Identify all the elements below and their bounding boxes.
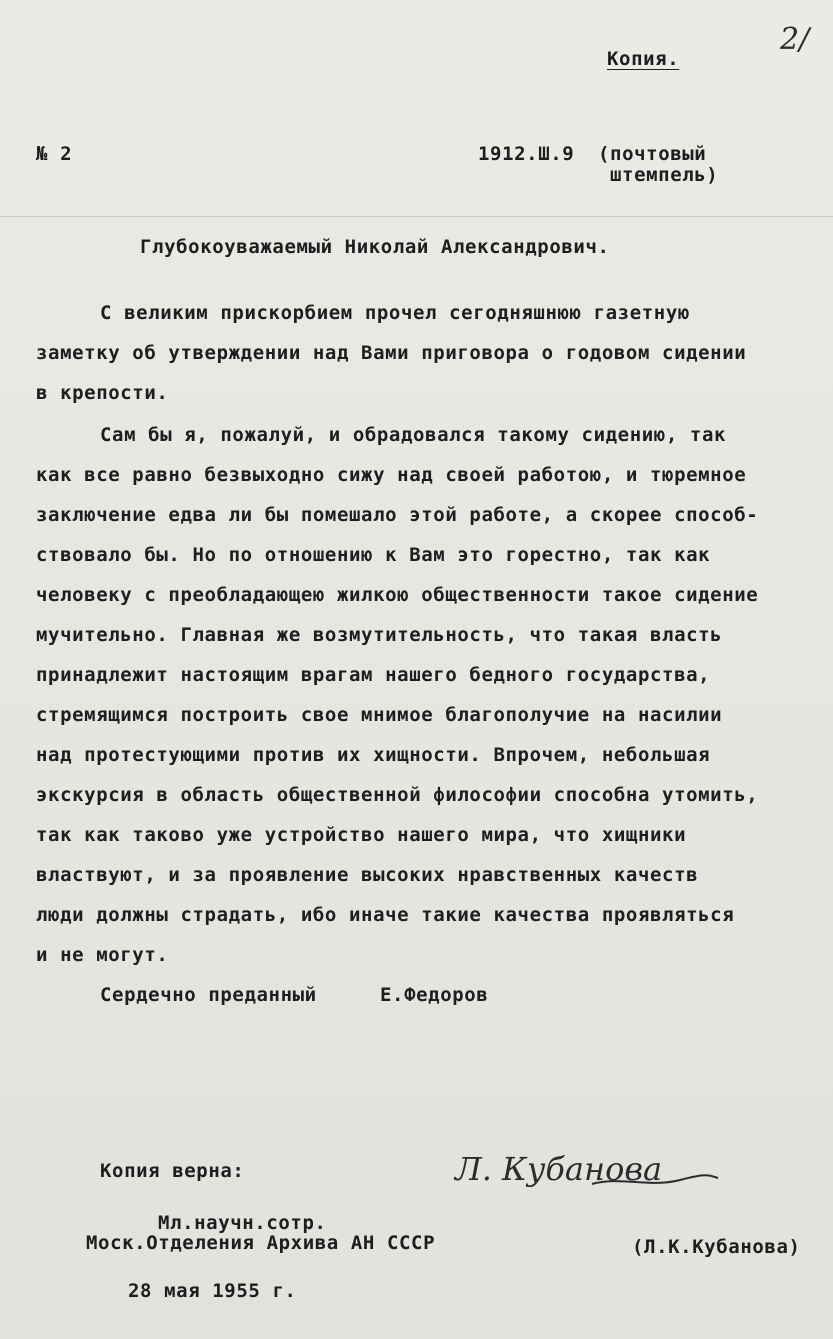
- paper-fold-line: [0, 216, 833, 217]
- signature-flourish: [590, 1170, 720, 1194]
- body-line: властвуют, и за проявление высоких нравственных качеств: [36, 864, 699, 886]
- body-line: экскурсия в область общественной философии способна утомить,: [36, 784, 759, 806]
- handwritten-signature: Л. Кубанова: [455, 1150, 663, 1188]
- body-line: мучительно. Главная же возмутительность, что такая власть: [36, 624, 723, 646]
- postmark-note-2: штемпель): [610, 164, 719, 186]
- body-line: ствовало бы. Но по отношению к Вам это горестно, так как: [36, 544, 711, 566]
- body-line: С великим прискорбием прочел сегодняшнюю газетную: [100, 302, 690, 324]
- body-line: стремящимся построить свое мнимое благополучие на насилии: [36, 704, 723, 726]
- organization: Моск.Отделения Архива АН СССР: [86, 1232, 436, 1254]
- postmark-date: 1912.Ш.9: [478, 143, 575, 165]
- body-line: и не могут.: [36, 944, 169, 966]
- certifier-name: (Л.К.Кубанова): [632, 1236, 801, 1258]
- body-line: над протестующими против их хищности. Впрочем, небольшая: [36, 744, 711, 766]
- greeting: Глубокоуважаемый Николай Александрович.: [140, 236, 610, 258]
- page-number-mark: 2/: [780, 22, 810, 57]
- body-line: заключение едва ли бы помешало этой работе, а скорее способ-: [36, 504, 759, 526]
- body-line: заметку об утверждении над Вами приговора о годовом сидении: [36, 342, 747, 364]
- postmark-note-1: (почтовый: [598, 143, 707, 165]
- body-line: Сам бы я, пожалуй, и обрадовался такому сидению, так: [100, 424, 727, 446]
- body-line: так как таково уже устройство нашего мира, что хищники: [36, 824, 687, 846]
- closing: Сердечно преданный: [100, 984, 317, 1006]
- body-line: люди должны страдать, ибо иначе такие качества проявляться: [36, 904, 735, 926]
- letter-number: № 2: [36, 143, 73, 165]
- body-line: человеку с преобладающею жилкою общественности такое сидение: [36, 584, 759, 606]
- certification-date: 28 мая 1955 г.: [128, 1280, 297, 1302]
- body-line: принадлежит настоящим врагам нашего бедного государства,: [36, 664, 711, 686]
- signer-name: Е.Федоров: [380, 984, 489, 1006]
- copy-verified-label: Копия верна:: [100, 1160, 245, 1182]
- copy-label: Копия.: [607, 48, 680, 70]
- body-line: в крепости.: [36, 382, 169, 404]
- body-line: как все равно безвыходно сижу над своей работою, и тюремное: [36, 464, 747, 486]
- position-title: Мл.научн.сотр.: [158, 1212, 327, 1234]
